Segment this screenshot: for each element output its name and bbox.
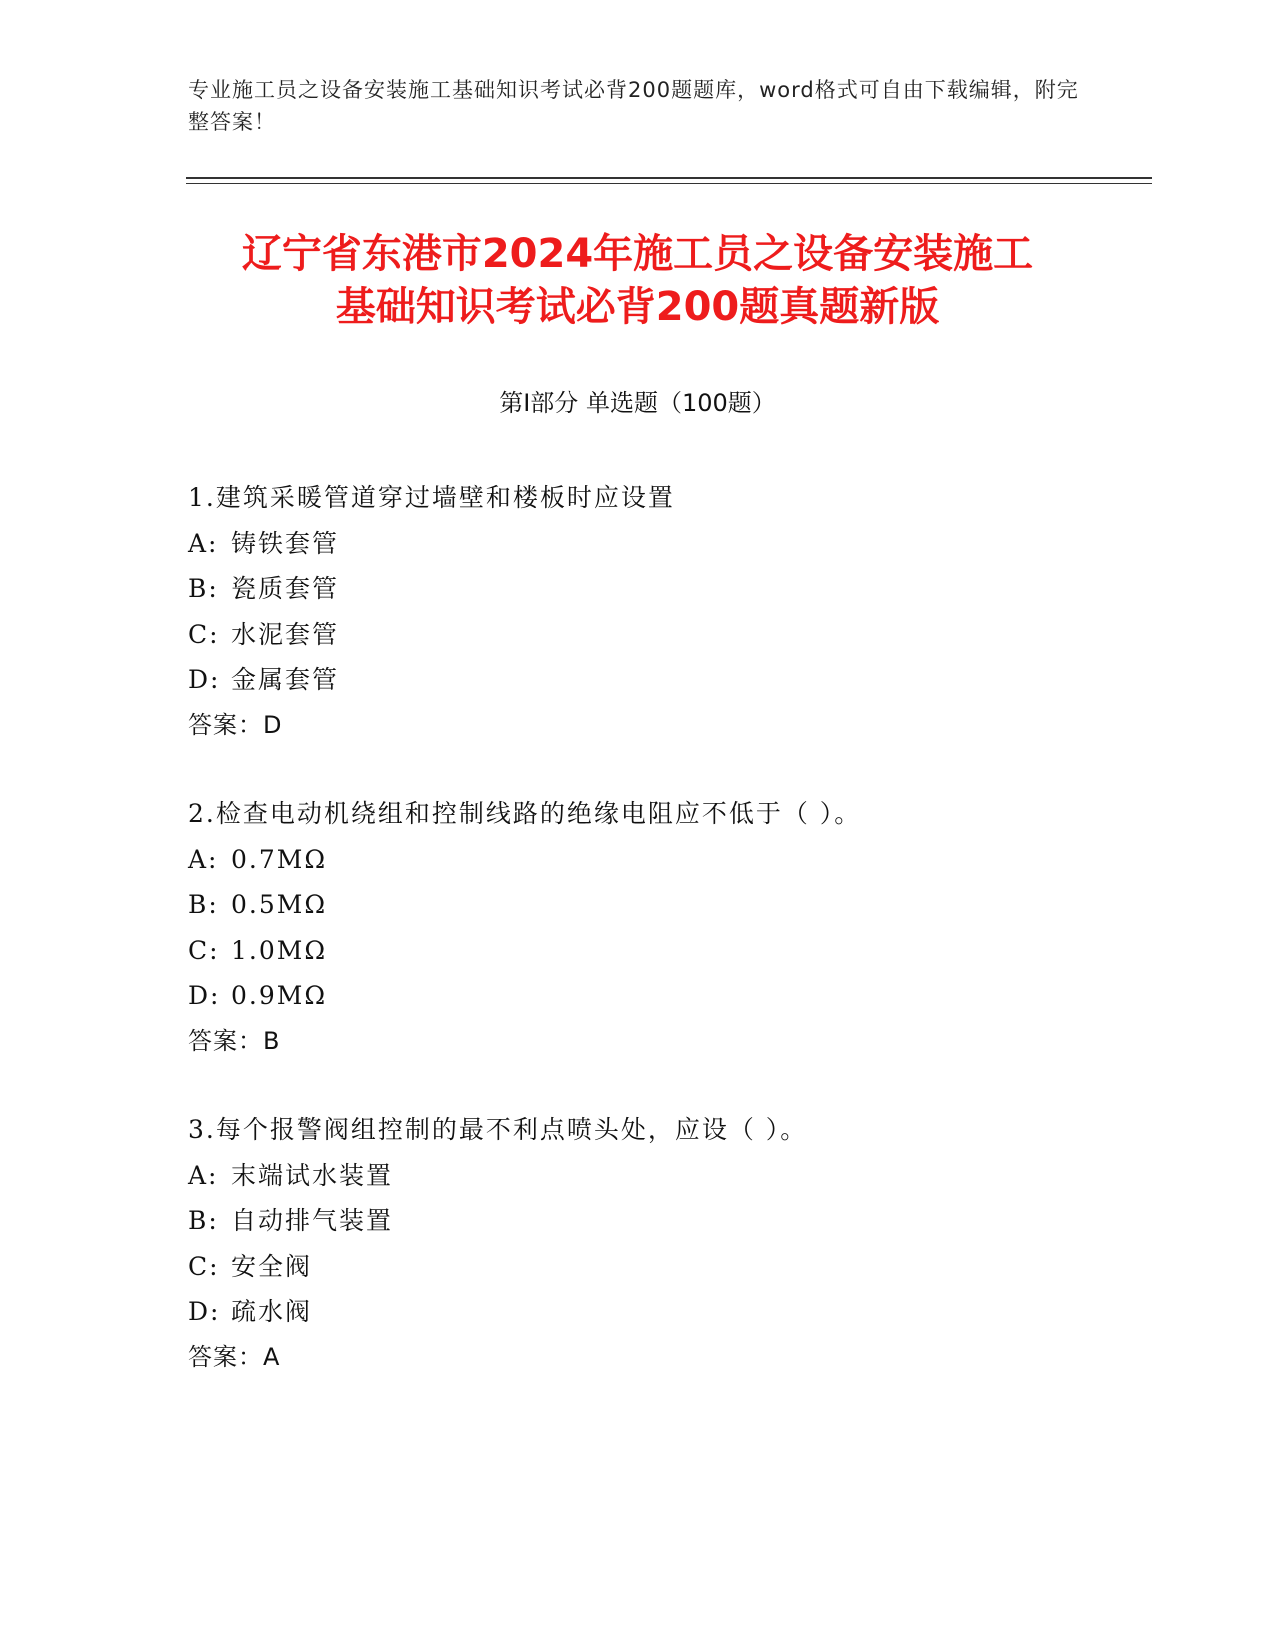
option-key: C:	[188, 619, 220, 649]
answer-line: 答案：B	[188, 1026, 281, 1055]
question-stem: 1.建筑采暖管道穿过墙壁和楼板时应设置	[188, 483, 675, 512]
option-key: D:	[188, 1297, 221, 1326]
header-rule-thick	[186, 177, 1152, 179]
option-key: D:	[188, 665, 221, 694]
option-key: B:	[188, 574, 219, 603]
document-title	[120, 228, 1155, 334]
section-title: 第Ⅰ部分 单选题（100题）	[499, 389, 776, 417]
option-text: 铸铁套管	[231, 528, 340, 558]
question-2	[188, 791, 1148, 1064]
header-note: 专业施工员之设备安装施工基础知识考试必背200题题库，word格式可自由下载编辑，附完整答案！	[188, 78, 1079, 134]
option-text: 0.5MΩ	[231, 890, 328, 919]
option-text: 疏水阀	[231, 1297, 313, 1326]
option-c	[188, 928, 1148, 974]
option-c	[188, 612, 1148, 658]
option-text: 1.0MΩ	[231, 935, 328, 965]
option-key: B:	[188, 890, 219, 919]
option-text: 0.9MΩ	[231, 981, 328, 1010]
question-1	[188, 475, 1148, 748]
option-key: C:	[188, 935, 220, 965]
option-d	[188, 1289, 1148, 1335]
option-text: 自动排气装置	[231, 1206, 394, 1235]
question-stem: 2.检查电动机绕组和控制线路的绝缘电阻应不低于（ ）。	[188, 799, 862, 828]
header-rule-thin	[186, 183, 1152, 184]
option-a	[188, 837, 1148, 883]
option-c	[188, 1244, 1148, 1290]
option-key: C:	[188, 1251, 220, 1281]
option-key: A:	[188, 1160, 219, 1190]
option-text: 水泥套管	[231, 619, 340, 649]
option-text: 瓷质套管	[231, 574, 340, 603]
option-text: 安全阀	[231, 1251, 313, 1281]
option-b	[188, 882, 1148, 928]
option-key: A:	[188, 528, 219, 558]
option-text: 金属套管	[231, 665, 340, 694]
answer-line: 答案：D	[188, 710, 283, 739]
question-stem: 3.每个报警阀组控制的最不利点喷头处，应设（ ）。	[188, 1115, 808, 1144]
option-d	[188, 973, 1148, 1019]
option-key: A:	[188, 844, 219, 874]
question-list	[188, 475, 1148, 1423]
question-3	[188, 1107, 1148, 1380]
option-a	[188, 1153, 1148, 1199]
answer-line: 答案：A	[188, 1342, 281, 1371]
option-d	[188, 657, 1148, 703]
option-b	[188, 566, 1148, 612]
option-key: B:	[188, 1206, 219, 1235]
option-key: D:	[188, 981, 221, 1010]
option-text: 末端试水装置	[231, 1160, 394, 1190]
option-b	[188, 1198, 1148, 1244]
option-text: 0.7MΩ	[231, 844, 328, 874]
document-title-line-1: 辽宁省东港市2024年施工员之设备安装施工	[241, 231, 1034, 277]
document-title-line-2: 基础知识考试必背200题真题新版	[335, 284, 940, 330]
option-a	[188, 521, 1148, 567]
